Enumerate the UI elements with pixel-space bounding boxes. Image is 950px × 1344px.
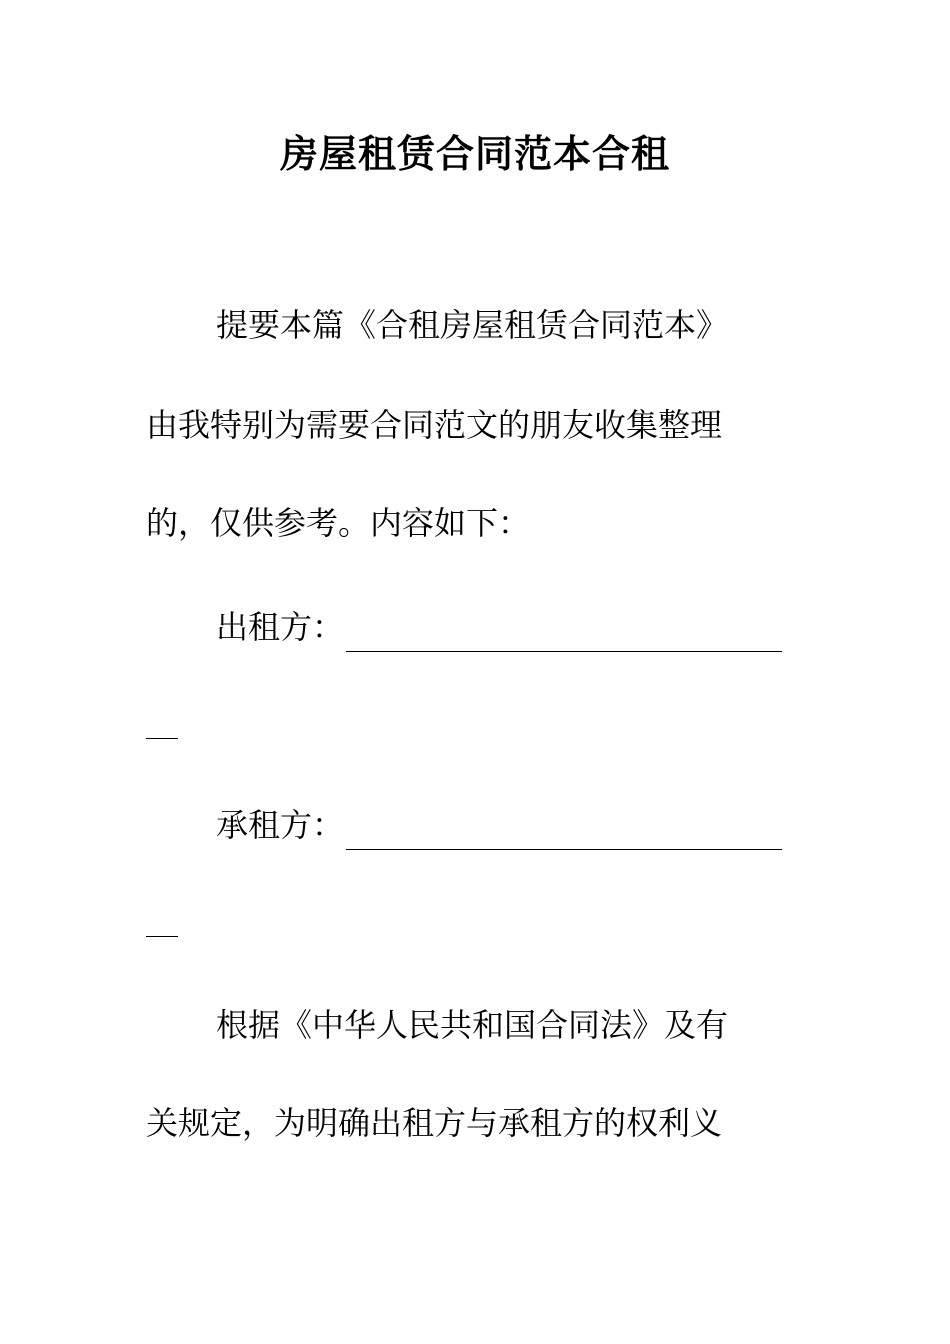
basis-paragraph-line-1: 根据《中华人民共和国合同法》及有 — [216, 1006, 729, 1044]
lessee-line — [216, 800, 782, 850]
lessee-blank-field — [346, 811, 782, 850]
intro-paragraph-line-1: 提要本篇《合租房屋租赁合同范本》 — [216, 306, 729, 344]
intro-paragraph-line-3: 的，仅供参考。内容如下： — [146, 504, 531, 542]
lessee-label: 承租方： — [216, 806, 345, 844]
lessee-blank-continuation — [146, 936, 178, 937]
document-title: 房屋租赁合同范本合租 — [279, 131, 670, 176]
basis-paragraph-line-2: 关规定，为明确出租方与承租方的权利义 — [146, 1104, 723, 1142]
intro-paragraph-line-2: 由我特别为需要合同范文的朋友收集整理 — [146, 406, 723, 444]
lessor-line — [216, 602, 782, 652]
lessor-blank-field — [346, 613, 782, 652]
lessor-blank-continuation — [146, 738, 178, 739]
lessor-label: 出租方： — [216, 608, 345, 646]
